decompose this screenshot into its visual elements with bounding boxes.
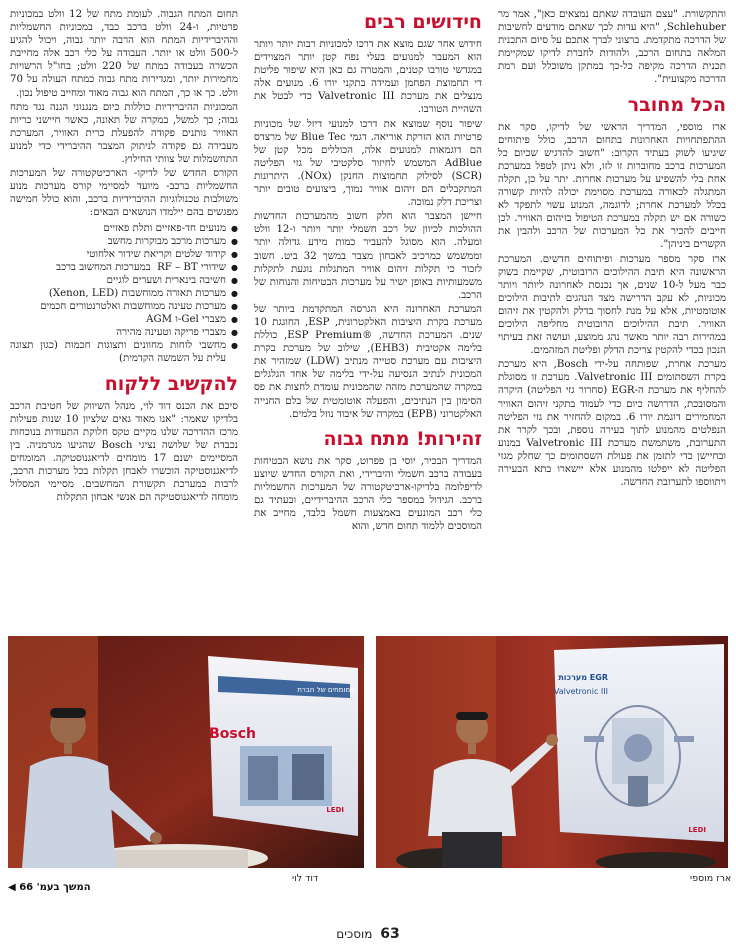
photo-david-levi xyxy=(8,636,364,868)
continue-text: המשך בעמ' 66 xyxy=(19,882,91,893)
photo-caption-right: ארז מוספי xyxy=(690,873,732,884)
paragraph-news-3: חיישן המצבר הוא חלק חשוב מהמערכות החדשות ההולכות לכיוון של רכב חשמלי יותר ויותר ו-12 וולט ומעלה. הוא מסוגל להעביר כמות מידע גדולה יותר וממשמש כמרכיב לאבחון מצבר במשך 32 ביט. חשוב לזכור כי תקלות זיהום אוויר המתגלות נוגעת לתקלות משמעותיות באופן ישיר על מערכות הבטיחות והנוחות של הרכב. xyxy=(254,211,482,301)
paragraph-voltage-1: תחום המתח הגבוה. לעומת מתח של 12 וולט במכוניות פרטיות, ו-24 וולט ברכב כבד, במכוניות החשמליות וההיברידיות המתח הוא הרבה יותר גבוה, ויכול להגיע ל-500 וולט או יותר. העבודה על כלי רכב אלה מחייבת הכשרה בעבודה במתח של 220 וולט; בחו"ל הרשויות מחמירות יותר, ומגדירות מתח גבוה כמתח העולה על 70 וולט. כך או כך, המתח הוא גבוה מאוד ומחייב טיפול נכון. xyxy=(10,9,238,99)
article-column-right xyxy=(498,8,726,490)
paragraph-trainer-3: מערכת אחרת, שפותחה על-ידי Bosch, היא מערכת בקרת השסתומים Valvetronic III. מערכת זו מסוגלת להחליף את מערכת ה-EGR (סחרור גזי הפליטה) היקרה והמסובכת, הדרושה כיום כדי לעמוד בתקני זיהום האוויר המחמירים דוגמת יורו 6. במקום להחזיר את גזי הפליטה הנפלטים מהמנוע לתוך בעירה נוספת, ובכך לקרר את התערובת, משתמשת מערכת Valvetronic III במנוע ובחיישן כדי לתזמן את פעולת השסתומים כך שחלק מגזי הפליטה לא ייפלטו מהמנוע אלא יישארו בתא הבעירה ויתווספו לתערובת החדשה. xyxy=(498,359,726,489)
paragraph-client: סיכם את הכנס דוד לוי, מנהל השיווק של חטיבת הרכב בלדיקו שאמר: "אנו מאוד גאים שלציון 10 שנות פעילות מרכז ההדרכה שלנו מקיים טקס חלוקת התעודות בנוכחות נכבדת של שלושה נציגי Bosch שהגיעו מגרמניה. בין המסיימים ישנם 17 מומחים לדיאגנוסטיקה. המומחים לדיאגנוסטיקה הוכשרו לאבחן תקלות בכל מערכות הרכב, לרבות במערכת תקשורת המחשבים. מסיימי המסלול מומחה לדיאגנוסטיקה הם אנשי אבחון התקלות xyxy=(10,400,239,504)
heading-listen-to-customer: להקשיב ללקוח xyxy=(104,372,238,395)
heading-many-innovations: חידושים רבים xyxy=(363,11,482,33)
paragraph-trainer-2: ארז סקר מספר מערכות ופיתוחים חדשים. המערכת הראשונה היא תיבת ההילוכים הרובוטית, שקיימת בשוק כבר מעל ל-10 שנים, אך נכנסת לאחרונה ליותר ויותר מכוניות, לא עקב הדרישה מצד הנהגים לתיבות הילוכים אוטומטיות, אלא על מנת לחסוך בדלק ולהקטין את זיהום האוויר. תיבת ההילוכים הרובוטית מחליפה הילוכים במהירות רבה יותר מאשר נהג ממוצע, ועושה זאת בעיתוי הנכון בכדי להקטין צריכת הדלק ופליטת המזהמים. xyxy=(498,253,726,357)
article-column-left xyxy=(10,8,238,505)
article-column-middle xyxy=(254,8,482,534)
slide-title-left: המומחים של חברת xyxy=(297,686,355,694)
list-item: ● קידוד שלטים וקריאת שידור אלחוטי xyxy=(10,248,238,261)
slide-subtitle-right: Valvetronic III xyxy=(553,687,608,696)
paragraph-trainer-1: ארז מוספי, המדריך הראשי של לדיקו, סקר את ההתפתחויות האחרונות בתחום הרכב, כולל פיתוחים שיגיעו לשוק בעתיד הקרוב: "חשוב להדגיש שכיום כל המערכות ברכב מחוברות זו לזו, ולא ניתן לטפל במערכת אחת בלי להשפיע על מערכות אחרות. יתר על כן, תקלה המתגלה לכאורה במערכת מסוימת יכולה להיות קשורה בכלל למערכת אחרת; לדוגמה, המנוע עשוי לתפקד לא כשורה אם יש תקלה במערכת הטיפול בזיהום האוויר. לכן חייבים להכיר את כל המערכות של הרכב ולהבין את הקשרים ביניהן". xyxy=(498,121,726,251)
paragraph-intro: והתקשורת. "עצם העובדה שאתם נמצאים כאן", אמר מר Schlehuber, "היא עדות לכך שאתם מודעים לחשיבות של הדרכה מתקדמת. ברצוני לברך אתכם על סיום התכנית המלאה בתחום הרכב, ולהודות לחברת לדיקו שמקיימת תכנית הדרכה מקיפה כל-כך במתקן משוכלל ועם רמת הדרכה מקצועית". xyxy=(498,9,726,86)
paragraph-news-1: חידוש אחר שגם מוצא את דרכו למכוניות רבות יותר ויותר הוא המעבר למנועים בעלי נפח קטן יותר המצוידים במגדשי טורבו קטנים, והמטרה גם כאן היא שיפור פליטת די תחמוצת הפחמן ועמידה בתקני יורו 6. מנועים אלה מנצלים את מערכת Valvetronic III כדי לבטל את השהיית הטורבו. xyxy=(254,39,483,116)
list-item: ● מצברי פריקה וטעינה מהירה xyxy=(10,326,238,339)
slide-brand: Bosch xyxy=(209,726,256,742)
slide-title-right: EGR מערכות xyxy=(558,673,608,682)
presentation-photo-left xyxy=(8,636,364,868)
paragraph-voltage-2: המכוניות ההיברידיות כוללות כיום מנגנוני הגנה נגד מתח גבוה; כך למשל, במקרה של תאונה, כאשר חיישני כריות האוויר נותנים פקודה להפעלת כרית האוויר, המערכת מעבירה גם פקודה לניתוק המצבר ההיברידי כדי למנוע התחשמלות של צוותי החילוץ. xyxy=(10,101,238,166)
arrow-left-icon: ◀ xyxy=(8,882,16,893)
list-item: ● מערכות מרכב מבוקרות מחשב xyxy=(10,235,238,248)
photo-erez-mosfi xyxy=(376,636,728,868)
page-number: 63 xyxy=(380,926,400,942)
heading-high-voltage: זהירות! מתח גבוה xyxy=(323,427,482,450)
list-item: ● מערכות תאורה ממוחשבות (Xenon, LED) xyxy=(10,287,238,300)
paragraph-news-2: שיפור נוסף שמוצא את דרכו למנועי דיזל של מכוניות פרטיות הוא הזרקת אוריאה. דגמי Blue Tec של מרצדס הם דוגמאות למנועים אלה, הכוללים מכל קטן של AdBlue המשמש לחיזור סלקטיבי של גזי הפליטה (SCR) לסילוק תחמוצות החנקן (NOx). היתרונות המתקבלים הם זיהום אוויר נמוך, ביצועים טובים יותר וצריכת דלק נמוכה. xyxy=(254,118,482,209)
slide-logo-left: LEDI xyxy=(326,806,344,814)
page-footer xyxy=(0,926,736,942)
paragraph-news-4: המערכת האחרונה היא הגרסה המתקדמת ביותר של מערכת בקרת היציבות האלקטרונית, ESP, החוגגת 10 שנים. המערכת החדשה, ®ESP Premium, כוללת בלימה אקטיבית (EHB3), שילוב של מערכת בקרת היציבות עם מערכת סטייה מנתיב (LDW) שמזהיר את המכונית לנתיב הנסיעה על-ידי בלימה של אחד הגלגלים במקרה שהמערכת מזהה שהמכונית עומדת לחצות את פס הסימון בין הנתיבים, והפעלה אוטומטית של בלם החנייה האלקטרוני (EPB) במקרה של איבוד נוזל בלמים. xyxy=(254,303,482,420)
list-item: ● מערכות טעינה ממוחשבות ואלטרנטורים חכמים xyxy=(10,300,238,313)
paragraph-course: הקורס החדש של לדיקו- הארכיטקטורה של המערכות החשמליות ברכב- מיועד למסיימי קורס מערכות מנוע משולבות טכנולוגיות ההיברידיות ברכב, והוא כולל חמישה מפגשים בהם יילמדו הנושאים הבאים: xyxy=(10,168,238,219)
paragraph-caution: המדריך הבכיר, יוסי בן פפרוט, סקר את נושא הבטיחות בעבודה ברכב חשמלי והיברידי, ואת הקורס החדש שיוצע לדיפלומה בלדיקו-ארכיטקטורה של המערכות החשמליות ברכב. הגידול במספר כלי הרכב ההיברידיים, ובעתיד גם כלי רכב המונעים באמצעות חשמל בלבד, מחייב את המוסכים ללמוד תחום חדש, והוא xyxy=(254,455,482,533)
list-item: ● מצברי Gel-ו AGM xyxy=(10,313,238,326)
list-item: ● שידורי RF – BT ‏ במערכות המחשוב ברכב xyxy=(10,261,238,274)
list-item: ● מנועים חד-פאזיים ותלת פאזיים xyxy=(10,222,238,235)
course-topics-list xyxy=(10,222,238,366)
slide-logo-right: LEDI xyxy=(688,826,706,834)
list-item: ● חשיבה בינארית ושערים לוגיים xyxy=(10,274,238,287)
presentation-photo-right xyxy=(376,636,728,868)
heading-all-connected: הכל מחובר xyxy=(627,93,726,116)
photo-caption-left: דוד לוי xyxy=(292,873,319,884)
continued-on-page xyxy=(8,882,91,893)
list-item: ● מחשבי לוחות מחוונים ותצוגות חכמות (כגון תצוגה עלית על השמשה הקדמית) xyxy=(10,339,238,365)
magazine-name: מוסכים xyxy=(336,927,373,941)
